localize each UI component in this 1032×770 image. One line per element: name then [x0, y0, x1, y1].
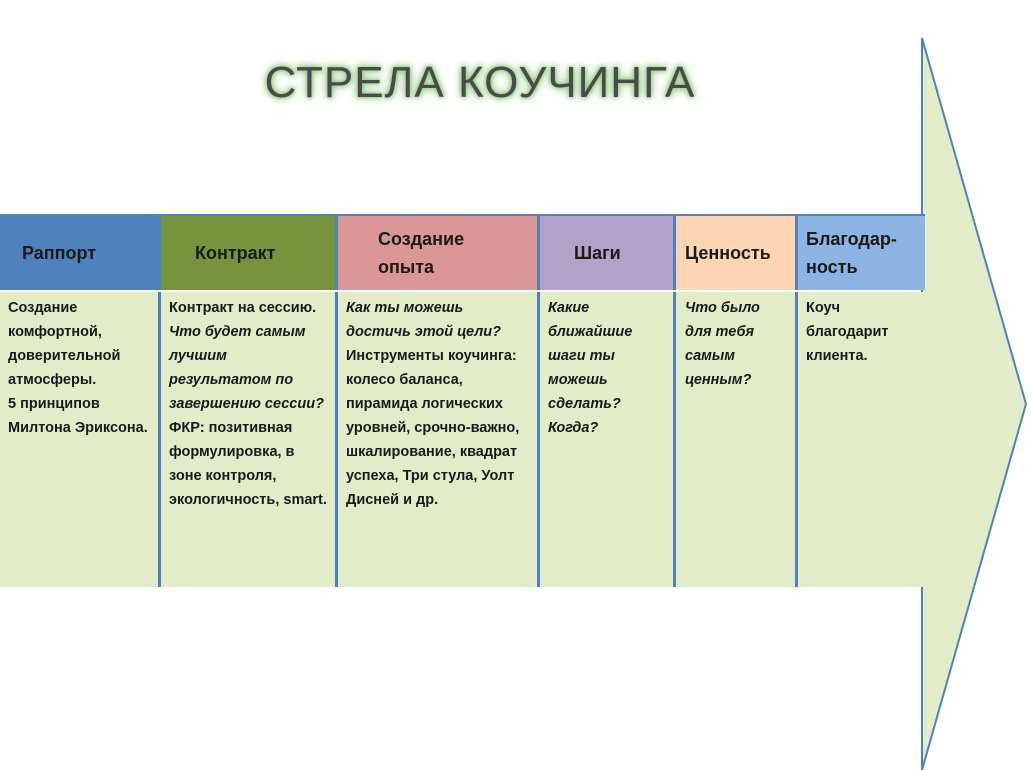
cell-value-text-1: Что было для тебя самым ценным? [685, 300, 760, 388]
cell-value [673, 292, 795, 587]
coaching-table [0, 214, 925, 587]
header-value-label: Ценность [685, 243, 771, 263]
cell-experience-text-2: Инструменты коучинга: колесо баланса, пирамида логических уровней, срочно-важно, шкалирование, квадрат успеха, Три стула, Уолт Дисней и др. [346, 348, 520, 508]
cell-contract-text-1: Контракт на сессию. [169, 300, 317, 316]
header-steps-label: Шаги [574, 243, 621, 263]
cell-steps [537, 292, 673, 587]
header-contract [158, 216, 335, 290]
cell-experience-text-1: Как ты можешь достичь этой цели? [346, 300, 501, 340]
cell-steps-text-1: Какие ближайшие шаги ты можешь сделать? Когда? [548, 300, 633, 436]
cell-rapport-text-2: 5 принципов Милтона Эриксона. [8, 396, 148, 436]
page-title: СТРЕЛА КОУЧИНГА [264, 58, 696, 107]
header-value [673, 216, 795, 290]
header-thanks [795, 216, 925, 290]
cell-contract [158, 292, 335, 587]
cell-contract-text-3: ФКР: позитивная формулировка, в зоне контроля, экологичность, smart. [169, 420, 327, 508]
header-thanks-label: Благодар-ность [806, 229, 897, 277]
arrow-head [922, 38, 1026, 770]
cell-experience [335, 292, 537, 587]
cell-rapport-text-1: Создание комфортной, доверительной атмосферы. [8, 300, 121, 388]
cell-thanks [795, 292, 925, 587]
cell-thanks-text-1: Коуч благодарит клиента. [806, 300, 889, 364]
header-experience [335, 216, 537, 290]
header-steps [537, 216, 673, 290]
header-rapport-label: Раппорт [22, 243, 97, 263]
header-rapport [0, 216, 158, 290]
cell-contract-text-2: Что будет самым лучшим результатом по завершению сессии? [169, 324, 324, 412]
cell-rapport [0, 292, 158, 587]
header-experience-label: Создание опыта [378, 229, 465, 277]
header-contract-label: Контракт [195, 243, 276, 263]
